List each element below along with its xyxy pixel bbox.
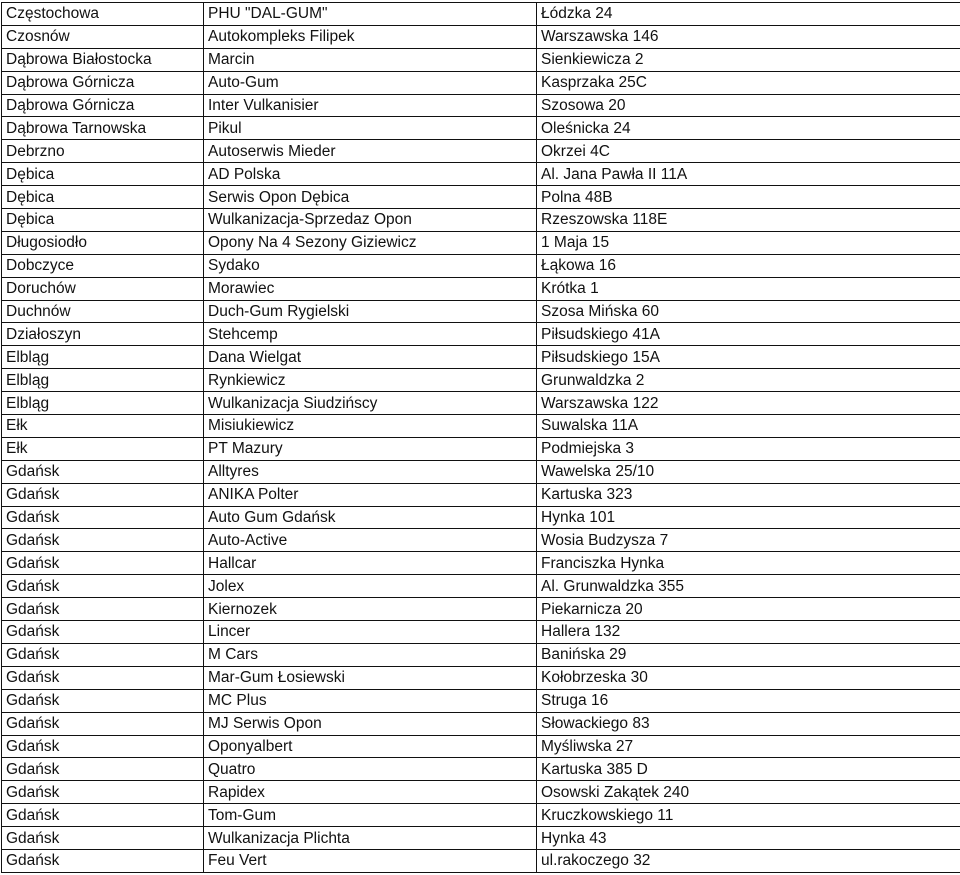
table-row xyxy=(2,483,960,506)
table-row xyxy=(2,3,960,26)
company-cell: Hallcar xyxy=(204,552,537,575)
table-row xyxy=(2,231,960,254)
company-cell: ANIKA Polter xyxy=(204,483,537,506)
company-cell: Auto-Gum xyxy=(204,71,537,94)
company-cell: Jolex xyxy=(204,575,537,598)
table-row xyxy=(2,598,960,621)
company-cell: Auto-Active xyxy=(204,529,537,552)
company-cell: Auto Gum Gdańsk xyxy=(204,506,537,529)
table-row xyxy=(2,140,960,163)
city-cell: Gdańsk xyxy=(2,827,204,850)
company-cell: Misiukiewicz xyxy=(204,415,537,438)
company-cell: Alltyres xyxy=(204,460,537,483)
city-cell: Gdańsk xyxy=(2,758,204,781)
city-cell: Gdańsk xyxy=(2,781,204,804)
table-row xyxy=(2,300,960,323)
table-row xyxy=(2,369,960,392)
table-row xyxy=(2,117,960,140)
city-cell: Gdańsk xyxy=(2,460,204,483)
address-cell: Wosia Budzysza 7 xyxy=(537,529,960,552)
address-cell: Hynka 43 xyxy=(537,827,960,850)
address-cell: Kołobrzeska 30 xyxy=(537,666,960,689)
address-cell: Warszawska 146 xyxy=(537,25,960,48)
company-cell: Feu Vert xyxy=(204,849,537,872)
table-row xyxy=(2,575,960,598)
company-cell: Wulkanizacja-Sprzedaz Opon xyxy=(204,209,537,232)
table-row xyxy=(2,277,960,300)
table-row xyxy=(2,506,960,529)
address-cell: Okrzei 4C xyxy=(537,140,960,163)
table-row xyxy=(2,323,960,346)
address-cell: Łąkowa 16 xyxy=(537,254,960,277)
city-cell: Długosiodło xyxy=(2,231,204,254)
company-cell: Autoserwis Mieder xyxy=(204,140,537,163)
company-cell: Quatro xyxy=(204,758,537,781)
city-cell: Czosnów xyxy=(2,25,204,48)
city-cell: Gdańsk xyxy=(2,643,204,666)
address-cell: Al. Jana Pawła II 11A xyxy=(537,163,960,186)
address-cell: Wawelska 25/10 xyxy=(537,460,960,483)
company-cell: Lincer xyxy=(204,621,537,644)
city-cell: Elbląg xyxy=(2,392,204,415)
city-cell: Częstochowa xyxy=(2,3,204,26)
company-cell: Tom-Gum xyxy=(204,804,537,827)
city-cell: Gdańsk xyxy=(2,666,204,689)
table-row xyxy=(2,529,960,552)
city-cell: Gdańsk xyxy=(2,552,204,575)
address-cell: Warszawska 122 xyxy=(537,392,960,415)
city-cell: Gdańsk xyxy=(2,804,204,827)
company-cell: Kiernozek xyxy=(204,598,537,621)
city-cell: Gdańsk xyxy=(2,575,204,598)
city-cell: Gdańsk xyxy=(2,712,204,735)
address-cell: Piłsudskiego 41A xyxy=(537,323,960,346)
address-cell: Sienkiewicza 2 xyxy=(537,48,960,71)
city-cell: Gdańsk xyxy=(2,483,204,506)
address-cell: Osowski Zakątek 240 xyxy=(537,781,960,804)
city-cell: Działoszyn xyxy=(2,323,204,346)
city-cell: Gdańsk xyxy=(2,529,204,552)
company-cell: Inter Vulkanisier xyxy=(204,94,537,117)
address-cell: Kartuska 323 xyxy=(537,483,960,506)
company-cell: Duch-Gum Rygielski xyxy=(204,300,537,323)
table-row xyxy=(2,209,960,232)
company-cell: Dana Wielgat xyxy=(204,346,537,369)
city-cell: Gdańsk xyxy=(2,621,204,644)
table-row xyxy=(2,346,960,369)
city-cell: Gdańsk xyxy=(2,849,204,872)
address-cell: Kasprzaka 25C xyxy=(537,71,960,94)
table-row xyxy=(2,254,960,277)
company-cell: PT Mazury xyxy=(204,437,537,460)
table-row xyxy=(2,827,960,850)
address-cell: Szosa Mińska 60 xyxy=(537,300,960,323)
city-cell: Dębica xyxy=(2,209,204,232)
table-row xyxy=(2,621,960,644)
city-cell: Gdańsk xyxy=(2,506,204,529)
address-cell: Al. Grunwaldzka 355 xyxy=(537,575,960,598)
table-row xyxy=(2,163,960,186)
city-cell: Elbląg xyxy=(2,346,204,369)
city-cell: Doruchów xyxy=(2,277,204,300)
address-cell: Oleśnicka 24 xyxy=(537,117,960,140)
table-row xyxy=(2,781,960,804)
company-cell: AD Polska xyxy=(204,163,537,186)
table-row xyxy=(2,25,960,48)
company-cell: Morawiec xyxy=(204,277,537,300)
address-cell: Hallera 132 xyxy=(537,621,960,644)
table-row xyxy=(2,758,960,781)
company-cell: MJ Serwis Opon xyxy=(204,712,537,735)
city-cell: Debrzno xyxy=(2,140,204,163)
address-cell: Hynka 101 xyxy=(537,506,960,529)
table-row xyxy=(2,666,960,689)
company-cell: MC Plus xyxy=(204,689,537,712)
company-cell: Mar-Gum Łosiewski xyxy=(204,666,537,689)
address-cell: ul.rakoczego 32 xyxy=(537,849,960,872)
table-row xyxy=(2,735,960,758)
company-cell: Stehcemp xyxy=(204,323,537,346)
address-cell: Piłsudskiego 15A xyxy=(537,346,960,369)
address-cell: Piekarnicza 20 xyxy=(537,598,960,621)
table-row xyxy=(2,552,960,575)
company-cell: Oponyalbert xyxy=(204,735,537,758)
address-cell: Myśliwska 27 xyxy=(537,735,960,758)
city-cell: Dobczyce xyxy=(2,254,204,277)
address-cell: Łódzka 24 xyxy=(537,3,960,26)
company-cell: Marcin xyxy=(204,48,537,71)
table-row xyxy=(2,804,960,827)
company-cell: Autokompleks Filipek xyxy=(204,25,537,48)
city-cell: Gdańsk xyxy=(2,689,204,712)
address-cell: Podmiejska 3 xyxy=(537,437,960,460)
company-cell: M Cars xyxy=(204,643,537,666)
city-cell: Dąbrowa Białostocka xyxy=(2,48,204,71)
table-row xyxy=(2,186,960,209)
table-row xyxy=(2,460,960,483)
address-cell: Polna 48B xyxy=(537,186,960,209)
city-cell: Dębica xyxy=(2,163,204,186)
city-cell: Ełk xyxy=(2,437,204,460)
address-cell: Kartuska 385 D xyxy=(537,758,960,781)
company-cell: Rynkiewicz xyxy=(204,369,537,392)
table-row xyxy=(2,71,960,94)
table-row xyxy=(2,849,960,872)
table-row xyxy=(2,643,960,666)
company-cell: Wulkanizacja Siudzińscy xyxy=(204,392,537,415)
table-row xyxy=(2,415,960,438)
table-row xyxy=(2,392,960,415)
table-row xyxy=(2,689,960,712)
city-cell: Dębica xyxy=(2,186,204,209)
city-cell: Dąbrowa Górnicza xyxy=(2,94,204,117)
address-cell: Franciszka Hynka xyxy=(537,552,960,575)
table-row xyxy=(2,94,960,117)
city-cell: Gdańsk xyxy=(2,735,204,758)
address-cell: Krótka 1 xyxy=(537,277,960,300)
company-cell: Opony Na 4 Sezony Giziewicz xyxy=(204,231,537,254)
address-cell: Szosowa 20 xyxy=(537,94,960,117)
address-cell: Banińska 29 xyxy=(537,643,960,666)
company-cell: Pikul xyxy=(204,117,537,140)
city-cell: Duchnów xyxy=(2,300,204,323)
company-cell: Sydako xyxy=(204,254,537,277)
address-cell: Rzeszowska 118E xyxy=(537,209,960,232)
city-cell: Gdańsk xyxy=(2,598,204,621)
address-cell: Słowackiego 83 xyxy=(537,712,960,735)
workshop-table xyxy=(1,2,960,873)
city-cell: Dąbrowa Górnicza xyxy=(2,71,204,94)
company-cell: Wulkanizacja Plichta xyxy=(204,827,537,850)
table-row xyxy=(2,48,960,71)
city-cell: Dąbrowa Tarnowska xyxy=(2,117,204,140)
address-cell: 1 Maja 15 xyxy=(537,231,960,254)
city-cell: Elbląg xyxy=(2,369,204,392)
table-row xyxy=(2,437,960,460)
company-cell: Rapidex xyxy=(204,781,537,804)
city-cell: Ełk xyxy=(2,415,204,438)
table-row xyxy=(2,712,960,735)
company-cell: PHU "DAL-GUM" xyxy=(204,3,537,26)
address-cell: Grunwaldzka 2 xyxy=(537,369,960,392)
address-cell: Kruczkowskiego 11 xyxy=(537,804,960,827)
address-cell: Suwalska 11A xyxy=(537,415,960,438)
company-cell: Serwis Opon Dębica xyxy=(204,186,537,209)
table-body xyxy=(2,3,960,873)
address-cell: Struga 16 xyxy=(537,689,960,712)
